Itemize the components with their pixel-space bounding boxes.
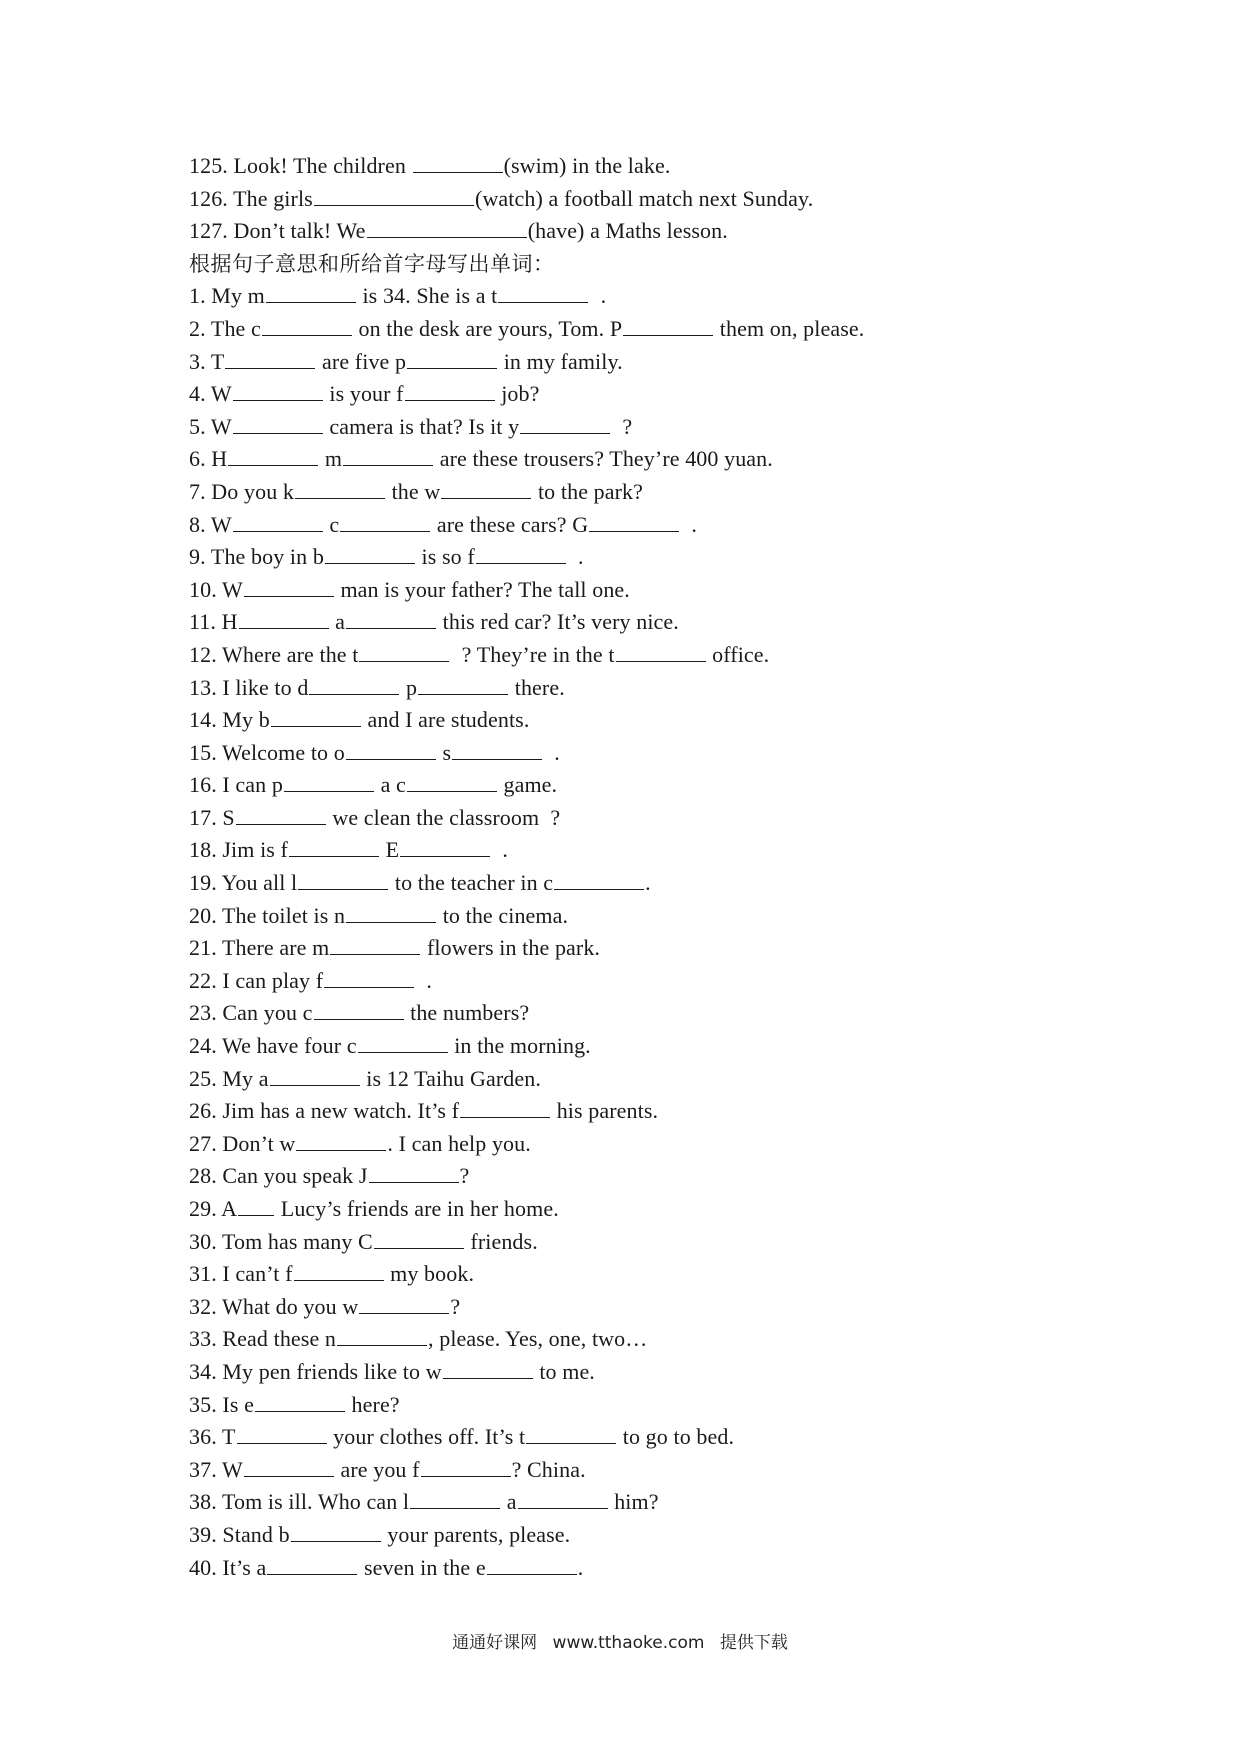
fill-in-word-item (189, 1291, 1189, 1324)
answer-blank[interactable] (225, 350, 315, 368)
fill-in-word-item (189, 1095, 1189, 1128)
line-text: them on, please. (714, 315, 865, 341)
answer-blank[interactable] (554, 872, 644, 890)
section-heading: 根据句子意思和所给首字母写出单词： (189, 251, 555, 276)
line-text: . (680, 511, 697, 537)
answer-blank[interactable] (289, 839, 379, 857)
line-text: 26. Jim has a new watch. It’s f (189, 1098, 460, 1124)
fill-in-word-item (189, 1193, 1189, 1226)
line-text: 126. The girls (189, 185, 313, 211)
fill-in-word-item (189, 997, 1189, 1030)
line-text: is 12 Taihu Garden. (360, 1065, 541, 1091)
line-text: friends. (464, 1228, 538, 1254)
answer-blank[interactable] (487, 1556, 577, 1574)
fill-in-word-item (189, 672, 1189, 705)
line-text: ? (459, 1163, 470, 1189)
line-text: p (400, 674, 418, 700)
line-text: 8. W (189, 511, 232, 537)
line-text: camera is that? Is it y (323, 413, 520, 439)
line-text: 4. W (189, 381, 232, 407)
line-text: to the teacher in c (389, 870, 554, 896)
line-text: 31. I can’t f (189, 1261, 293, 1287)
line-text: a (329, 609, 346, 635)
line-text: 10. W (189, 576, 243, 602)
line-text: ? (450, 1293, 461, 1319)
fill-in-word-item (189, 1030, 1189, 1063)
fill-in-word-item (189, 1356, 1189, 1389)
footer-site-name: 通通好课网 (452, 1633, 538, 1653)
answer-blank[interactable] (296, 1133, 386, 1151)
fill-in-word-item (189, 1552, 1189, 1585)
line-text: job? (495, 381, 540, 407)
fill-in-word-item (189, 378, 1189, 411)
answer-blank[interactable] (266, 285, 356, 303)
line-text: my book. (384, 1261, 475, 1287)
line-text: ? China. (511, 1456, 586, 1482)
answer-blank[interactable] (340, 513, 430, 531)
line-text: . (645, 870, 651, 896)
line-text: on the desk are yours, Tom. P (352, 315, 623, 341)
line-text: office. (706, 641, 770, 667)
fill-in-word-item (189, 900, 1189, 933)
fill-in-word-item (189, 1160, 1189, 1193)
line-text: 21. There are m (189, 935, 330, 961)
answer-blank[interactable] (238, 1198, 274, 1216)
line-text: 19. You all l (189, 870, 298, 896)
line-text: 29. A (189, 1196, 238, 1221)
line-text: . (415, 967, 432, 993)
tense-exercises (189, 150, 1189, 248)
line-text: 40. It’s a (189, 1554, 267, 1580)
line-text: 34. My pen friends like to w (189, 1358, 442, 1384)
line-text: s (436, 739, 452, 765)
answer-blank[interactable] (244, 1459, 334, 1477)
line-text: and I are students. (361, 707, 530, 733)
fill-in-word-item (189, 1486, 1189, 1519)
answer-blank[interactable] (526, 1426, 616, 1444)
fill-in-word-item (189, 1389, 1189, 1422)
answer-blank[interactable] (294, 1263, 384, 1281)
answer-blank[interactable] (405, 383, 495, 401)
answer-blank[interactable] (346, 905, 436, 923)
answer-blank[interactable] (623, 318, 713, 336)
line-text: there. (509, 674, 565, 700)
line-text: 14. My b (189, 707, 270, 733)
answer-blank[interactable] (314, 187, 474, 205)
fill-in-word-item (189, 639, 1189, 672)
fill-in-word-item (189, 443, 1189, 476)
line-text: 12. Where are the t (189, 641, 359, 667)
answer-blank[interactable] (239, 611, 329, 629)
fill-in-word-item (189, 867, 1189, 900)
answer-blank[interactable] (233, 416, 323, 434)
fill-in-word-item (189, 313, 1189, 346)
fill-in-word-item (189, 606, 1189, 639)
page-footer (0, 1628, 1240, 1653)
answer-blank[interactable] (407, 350, 497, 368)
tense-exercise-line (189, 215, 1189, 248)
answer-blank[interactable] (369, 1165, 459, 1183)
line-text: ? (611, 413, 633, 439)
answer-blank[interactable] (374, 1230, 464, 1248)
fill-in-word-item (189, 509, 1189, 542)
line-text: . (491, 837, 508, 863)
answer-blank[interactable] (418, 676, 508, 694)
answer-blank[interactable] (237, 1426, 327, 1444)
fill-in-word-item (189, 834, 1189, 867)
line-text: . I can help you. (387, 1130, 531, 1156)
line-text: 9. The boy in b (189, 544, 324, 570)
fill-in-word-item (189, 1519, 1189, 1552)
fill-in-word-item (189, 932, 1189, 965)
footer-note: 提供下载 (719, 1633, 788, 1653)
line-text: the numbers? (404, 1000, 530, 1026)
fill-in-word-item (189, 411, 1189, 444)
answer-blank[interactable] (346, 742, 436, 760)
fill-in-word-item (189, 476, 1189, 509)
line-text: in the morning. (448, 1033, 591, 1059)
line-text: ? They’re in the t (450, 641, 615, 667)
answer-blank[interactable] (589, 513, 679, 531)
answer-blank[interactable] (271, 709, 361, 727)
answer-blank[interactable] (421, 1459, 511, 1477)
line-text: is your f (323, 381, 404, 407)
line-text: we clean the classroom ? (326, 804, 561, 830)
fill-in-word-item (189, 965, 1189, 998)
line-text: E (380, 837, 400, 863)
answer-blank[interactable] (476, 546, 566, 564)
line-text: 39. Stand b (189, 1521, 290, 1547)
answer-blank[interactable] (460, 1100, 550, 1118)
line-text: 127. Don’t talk! We (189, 218, 366, 244)
fill-in-word-item (189, 769, 1189, 802)
line-text: to me. (533, 1358, 595, 1384)
answer-blank[interactable] (359, 644, 449, 662)
answer-blank[interactable] (233, 383, 323, 401)
fill-in-word-item (189, 346, 1189, 379)
line-text: are these cars? G (431, 511, 589, 537)
line-text: c (323, 511, 340, 537)
tense-exercise-line (189, 150, 1189, 183)
line-text: . (577, 1554, 584, 1580)
answer-blank[interactable] (298, 872, 388, 890)
line-text: is so f (415, 544, 475, 570)
line-text: 23. Can you c (189, 1000, 313, 1026)
line-text: to the park? (532, 478, 644, 504)
answer-blank[interactable] (309, 676, 399, 694)
fill-in-word-item (189, 1258, 1189, 1291)
line-text: 17. S (189, 804, 235, 830)
fill-in-word-item (189, 1128, 1189, 1161)
line-text: (watch) a football match next Sunday. (475, 185, 814, 211)
answer-blank[interactable] (410, 1491, 500, 1509)
answer-blank[interactable] (452, 742, 542, 760)
tense-exercise-line (189, 183, 1189, 216)
fill-in-word-item (189, 574, 1189, 607)
answer-blank[interactable] (359, 1296, 449, 1314)
answer-blank[interactable] (346, 611, 436, 629)
line-text: 125. Look! The children (189, 153, 412, 178)
line-text: 24. We have four c (189, 1033, 357, 1059)
line-text: seven in the e (358, 1554, 486, 1580)
line-text: are these trousers? They’re 400 yuan. (434, 446, 773, 472)
line-text: flowers in the park. (421, 935, 601, 961)
line-text: 27. Don’t w (189, 1130, 296, 1156)
fill-in-word-item (189, 1421, 1189, 1454)
answer-blank[interactable] (443, 1361, 533, 1379)
line-text: 2. The c (189, 315, 261, 341)
line-text: Lucy’s friends are in her home. (275, 1196, 559, 1221)
fill-in-word-item (189, 541, 1189, 574)
answer-blank[interactable] (262, 318, 352, 336)
answer-blank[interactable] (330, 937, 420, 955)
answer-blank[interactable] (267, 1556, 357, 1574)
line-text: a (501, 1489, 517, 1515)
line-text: in my family. (498, 348, 623, 374)
answer-blank[interactable] (400, 839, 490, 857)
line-text: here? (345, 1391, 400, 1417)
line-text: a c (374, 772, 406, 798)
line-text: to the cinema. (437, 902, 569, 928)
fill-in-word-item (189, 280, 1189, 313)
line-text: (swim) in the lake. (503, 153, 671, 178)
answer-blank[interactable] (337, 1328, 427, 1346)
answer-blank[interactable] (358, 1035, 448, 1053)
line-text: are five p (316, 348, 407, 374)
line-text: (have) a Maths lesson. (527, 218, 728, 244)
fill-in-word-item (189, 737, 1189, 770)
line-text: to go to bed. (617, 1424, 735, 1450)
line-text: . (543, 739, 560, 765)
answer-blank[interactable] (325, 546, 415, 564)
answer-blank[interactable] (518, 1491, 608, 1509)
line-text: 25. My a (189, 1065, 269, 1091)
line-text: 33. Read these n (189, 1326, 337, 1352)
line-text: 35. Is e (189, 1391, 254, 1417)
line-text: . (566, 544, 584, 570)
line-text: 15. Welcome to o (189, 739, 345, 765)
answer-blank[interactable] (244, 579, 334, 597)
answer-blank[interactable] (314, 1002, 404, 1020)
line-text: game. (497, 772, 558, 798)
answer-blank[interactable] (228, 448, 318, 466)
fill-in-word-item (189, 1226, 1189, 1259)
line-text: 18. Jim is f (189, 837, 288, 863)
line-text: this red car? It’s very nice. (437, 609, 679, 635)
fill-in-words-list (189, 280, 1189, 1584)
fill-in-word-item (189, 802, 1189, 835)
fill-in-word-item (189, 1454, 1189, 1487)
line-text: 20. The toilet is n (189, 902, 346, 928)
line-text: 13. I like to d (189, 674, 309, 700)
answer-blank[interactable] (343, 448, 433, 466)
answer-blank[interactable] (284, 774, 374, 792)
line-text: , please. Yes, one, two… (428, 1326, 648, 1352)
line-text: your clothes off. It’s t (327, 1424, 526, 1450)
footer-url: www.tthaoke.com (552, 1633, 705, 1653)
line-text: is 34. She is a t (356, 283, 498, 309)
answer-blank[interactable] (407, 774, 497, 792)
line-text: him? (608, 1489, 659, 1515)
answer-blank[interactable] (295, 481, 385, 499)
line-text: 22. I can play f (189, 967, 324, 993)
line-text: 7. Do you k (189, 478, 294, 504)
line-text: . (589, 283, 607, 309)
fill-in-word-item (189, 1323, 1189, 1356)
answer-blank[interactable] (498, 285, 588, 303)
answer-blank[interactable] (233, 513, 323, 531)
answer-blank[interactable] (520, 416, 610, 434)
exercise-sheet (189, 150, 1189, 1584)
answer-blank[interactable] (255, 1393, 345, 1411)
line-text: your parents, please. (381, 1521, 571, 1547)
answer-blank[interactable] (367, 220, 527, 238)
line-text: man is your father? The tall one. (334, 576, 630, 602)
answer-blank[interactable] (616, 644, 706, 662)
line-text: 37. W (189, 1456, 243, 1482)
line-text: 1. My m (189, 283, 265, 309)
line-text: 6. H (189, 446, 228, 472)
answer-blank[interactable] (270, 1067, 360, 1085)
line-text: 16. I can p (189, 772, 283, 798)
answer-blank[interactable] (441, 481, 531, 499)
line-text: 36. T (189, 1424, 236, 1450)
line-text: 28. Can you speak J (189, 1163, 368, 1189)
line-text: 38. Tom is ill. Who can l (189, 1489, 410, 1515)
fill-in-word-item (189, 1063, 1189, 1096)
line-text: m (319, 446, 343, 472)
fill-in-word-item (189, 704, 1189, 737)
line-text: 3. T (189, 348, 225, 374)
line-text: 32. What do you w (189, 1293, 359, 1319)
line-text: are you f (334, 1456, 420, 1482)
line-text: 11. H (189, 609, 238, 635)
answer-blank[interactable] (324, 970, 414, 988)
line-text: 5. W (189, 413, 232, 439)
line-text: his parents. (551, 1098, 659, 1124)
answer-blank[interactable] (413, 155, 503, 173)
line-text: 30. Tom has many C (189, 1228, 373, 1254)
line-text: the w (386, 478, 441, 504)
answer-blank[interactable] (291, 1524, 381, 1542)
answer-blank[interactable] (236, 807, 326, 825)
